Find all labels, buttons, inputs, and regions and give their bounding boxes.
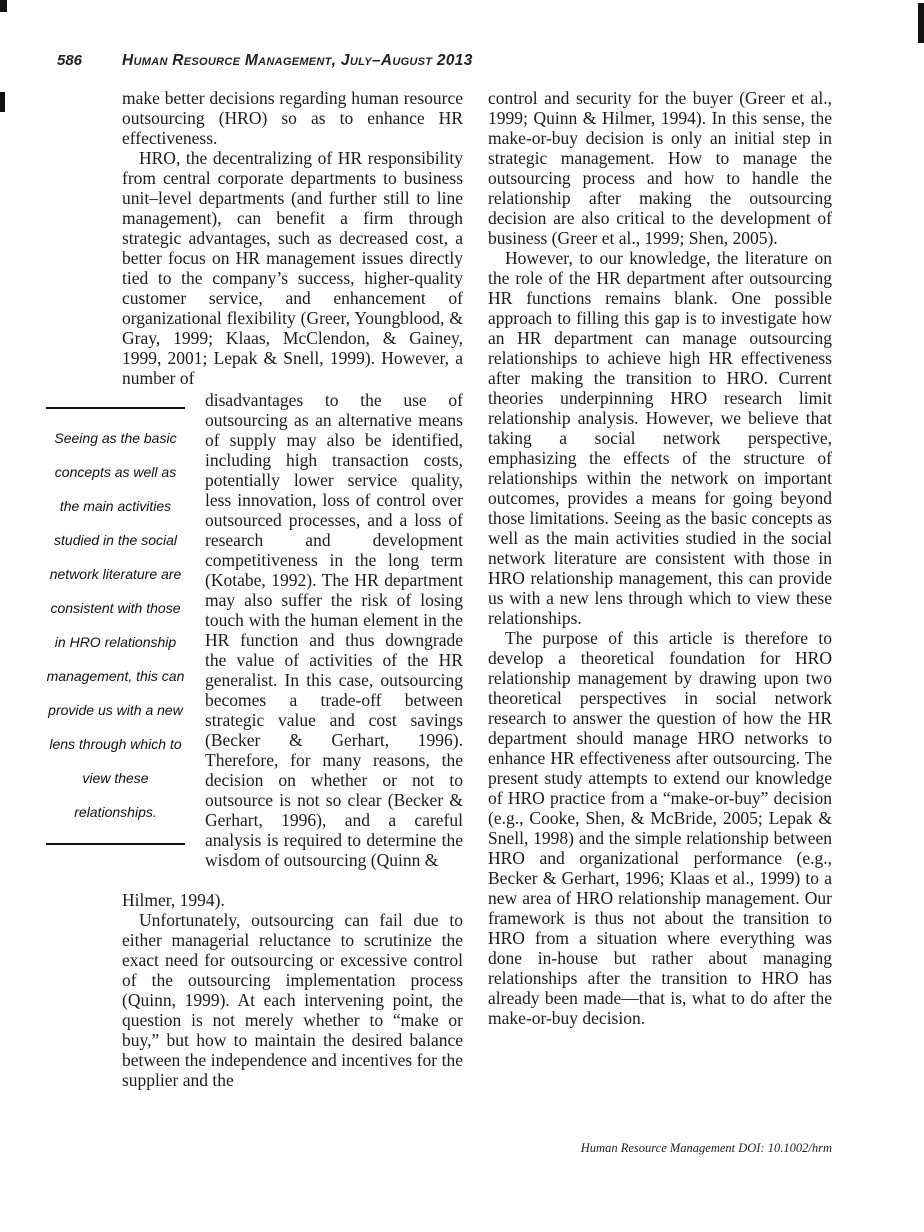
paragraph: make better decisions regarding human resource outsourcing (HRO) so as to enhance HR effectiveness.: [122, 88, 463, 148]
paragraph: control and security for the buyer (Greer et al., 1999; Quinn & Hilmer, 1994). In this sense, the make-or-buy decision is only an initial step in strategic management. How to manage the outsourcing process and how to handle the relationship after making the outsourcing decision are also critical to the development of business (Greer et al., 1999; Shen, 2005).: [488, 88, 832, 248]
pull-quote-text: Seeing as the basic concepts as well as the main activities studied in the social network literature are consistent with those in HRO relationship management, this can provide us with a new lens through which to view these relationships.: [46, 430, 185, 820]
left-column-beside-quote: [205, 390, 463, 870]
scan-artifact-top-left: [0, 0, 7, 12]
paragraph: However, to our knowledge, the literature on the role of the HR department after outsourcing HR functions remains blank. One possible approach to filling this gap is to investigate how an HR department can manage outsourcing relationships to achieve high HR effectiveness after making the transition to HRO. Current theories underpinning HRO research limit relationship analysis. However, we believe that taking a social network perspective, emphasizing the effects of the structure of relationships within the network on important outcomes, provides a means for going beyond those limitations. Seeing as the basic concepts as well as the main activities studied in the social network literature are consistent with those in HRO relationship management, this can provide us with a new lens through which to view these relationships.: [488, 248, 832, 628]
page-number: 586: [57, 52, 83, 69]
paragraph: Unfortunately, outsourcing can fail due to either managerial reluctance to scrutinize the exact need for outsourcing or excessive control of the outsourcing implementation process (Quinn, 1999). At each intervening point, the question is not merely whether to “make or buy,” but how to maintain the desired balance between the independence and incentives for the supplier and the: [122, 910, 463, 1090]
paragraph: The purpose of this article is therefore to develop a theoretical foundation for HRO relationship management by drawing upon two theoretical perspectives in social network research to answer the question of how the HR department should manage HRO networks to enhance HR effectiveness after outsourcing. The present study attempts to extend our knowledge of HRO practice from a “make-or-buy” decision (e.g., Cooke, Shen, & McBride, 2005; Lepak & Snell, 1998) and the simple relationship between HRO and organizational performance (e.g., Becker & Gerhart, 1996; Klaas et al., 1999) to a new area of HRO relationship management. Our framework is thus not about the transition to HRO from a situation where everything was done in-house but rather about managing relationships after the transition to HRO has already been made—that is, what to do after the make-or-buy decision.: [488, 628, 832, 1028]
scan-artifact-left-edge: [0, 92, 5, 112]
paragraph: HRO, the decentralizing of HR responsibility from central corporate departments to business unit–level departments (and further still to line management), can benefit a firm through strategic advantages, such as decreased cost, a better focus on HR management issues directly tied to the company’s success, higher-quality customer service, and enhancement of organizational flexibility (Greer, Youngblood, & Gray, 1999; Klaas, McClendon, & Gainey, 1999, 2001; Lepak & Snell, 1999). However, a number of: [122, 148, 463, 388]
pull-quote: [46, 407, 185, 845]
running-head: Human Resource Management, July–August 2013: [122, 52, 473, 69]
left-column-bottom: [122, 890, 463, 1090]
right-column: [488, 88, 832, 1028]
paragraph: Hilmer, 1994).: [122, 890, 225, 910]
doi-footer: Human Resource Management DOI: 10.1002/hrm: [580, 1141, 832, 1155]
paragraph: disadvantages to the use of outsourcing as an alternative means of supply may also be identified, including high transaction costs, potentially lower service quality, less innovation, loss of control over outsourced processes, and a loss of research and development competitiveness in the long term (Kotabe, 1992). The HR department may also suffer the risk of losing touch with the human element in the HR function and thus downgrade the value of activities of the HR generalist. In this case, outsourcing becomes a trade-off between strategic value and cost savings (Becker & Gerhart, 1996). Therefore, for many reasons, the decision on whether or not to outsource is not so clear (Becker & Gerhart, 1996), and a careful analysis is required to determine the wisdom of outsourcing (Quinn &: [205, 390, 463, 870]
left-column-top: [122, 88, 463, 388]
scan-artifact-top-right: [918, 3, 924, 43]
